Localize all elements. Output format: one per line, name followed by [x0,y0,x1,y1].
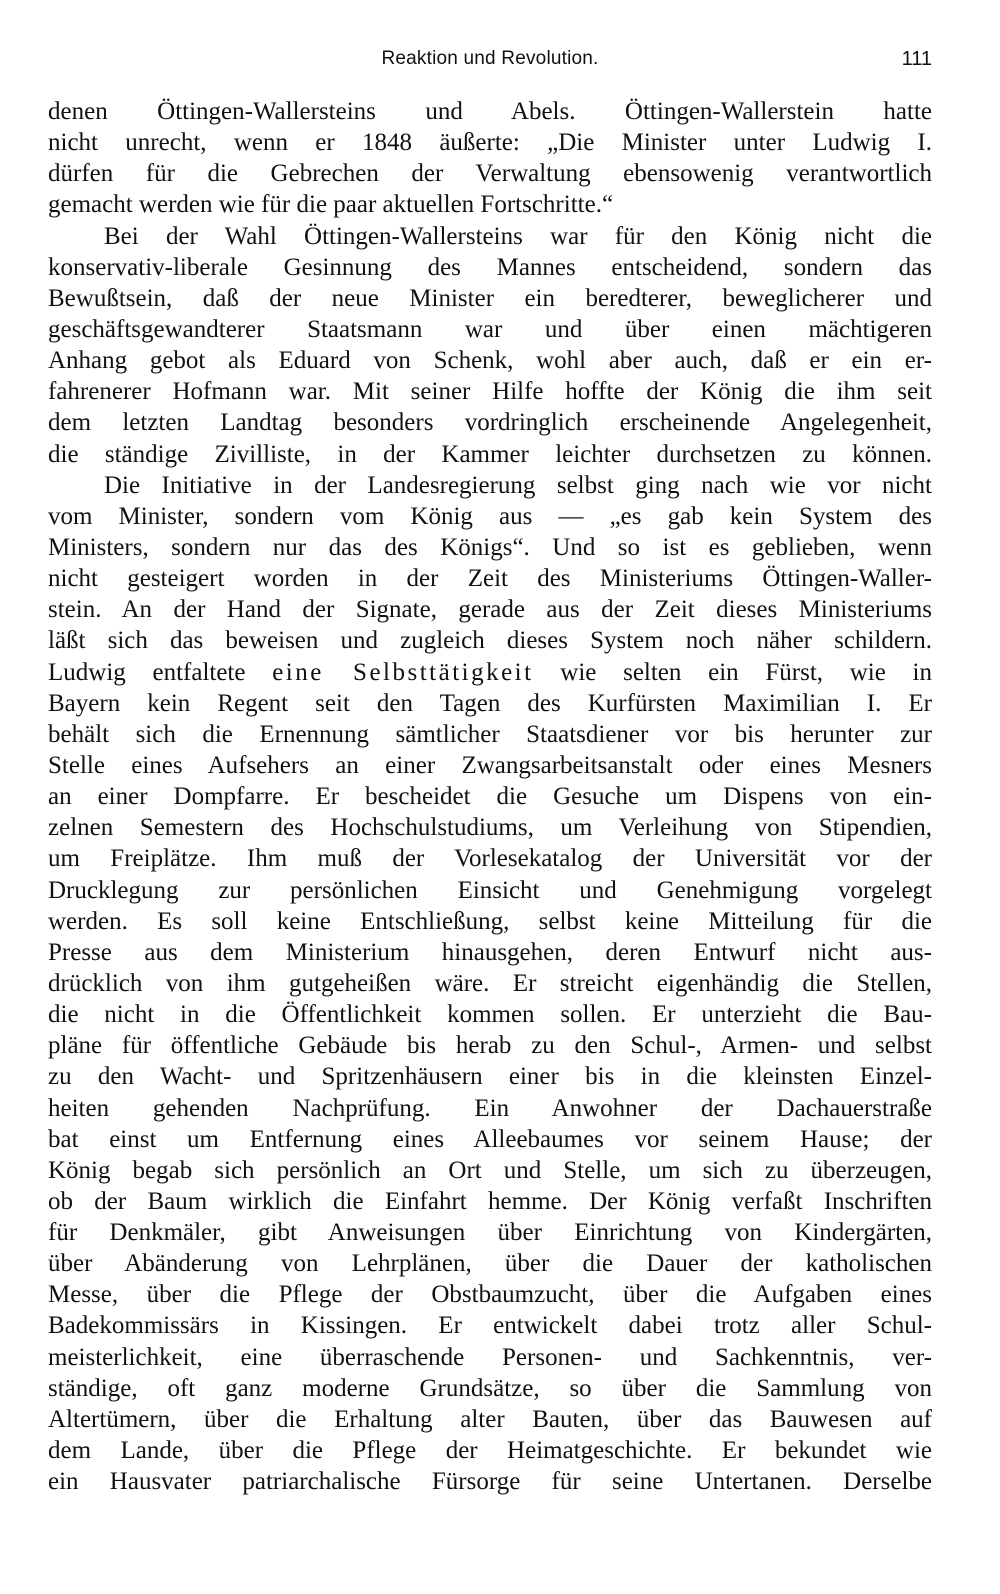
text-line: an einer Dompfarre. Er bescheidet die Gesuche um Dispens von ein- [48,783,932,811]
text-line: geschäftsgewandterer Staatsmann war und über einen mächtigeren [48,315,932,343]
text-line: zelnen Semestern des Hochschulstudiums, um Verleihung von Stipendien, [48,814,932,842]
text-line: Altertümern, über die Erhaltung alter Bauten, über das Bauwesen auf [48,1405,932,1433]
text-line: Bei der Wahl Öttingen-Wallersteins war für den König nicht die [104,222,932,250]
text-line: Presse aus dem Ministerium hinausgehen, deren Entwurf nicht aus- [48,938,932,966]
text-line: ständige, oft ganz moderne Grundsätze, so über die Sammlung von [48,1374,932,1402]
text-line: dem Lande, über die Pflege der Heimatgeschichte. Er bekundet wie [48,1437,932,1465]
text-line: die ständige Zivilliste, in der Kammer leichter durchsetzen zu können. [48,440,932,468]
page-number: 111 [901,48,932,70]
text-line: die nicht in die Öffentlichkeit kommen sollen. Er unterzieht die Bau- [48,1001,932,1029]
text-line: meisterlichkeit, eine überraschende Personen- und Sachkenntnis, ver- [48,1343,932,1371]
text-line: Bewußtsein, daß der neue Minister ein beredterer, beweglicherer und [48,284,932,312]
book-page [48,0,932,1594]
text-line: pläne für öffentliche Gebäude bis herab zu den Schul-, Armen- und selbst [48,1032,932,1060]
text-line: Messe, über die Pflege der Obstbaumzucht, über die Aufgaben eines [48,1281,932,1309]
text-line: dem letzten Landtag besonders vordringlich erscheinende Angelegenheit, [48,409,932,437]
text-line: um Freiplätze. Ihm muß der Vorlesekatalog der Universität vor der [48,845,932,873]
text-line: ob der Baum wirklich die Einfahrt hemme. Der König verfaßt Inschriften [48,1187,932,1215]
text-line: Bayern kein Regent seit den Tagen des Kurfürsten Maximilian I. Er [48,689,932,717]
text-line: heiten gehenden Nachprüfung. Ein Anwohner der Dachauerstraße [48,1094,932,1122]
text-line: nicht gesteigert worden in der Zeit des Ministeriums Öttingen-Waller- [48,565,932,593]
text-line: konservativ-liberale Gesinnung des Mannes entscheidend, sondern das [48,253,932,281]
text-line: Ministers, sondern nur das des Königs“. Und so ist es geblieben, wenn [48,533,932,561]
text-line-emphasis [48,657,932,688]
text-line: fahrenerer Hofmann war. Mit seiner Hilfe hoffte der König die ihm seit [48,378,932,406]
text-line: König begab sich persönlich an Ort und Stelle, um sich zu überzeugen, [48,1156,932,1184]
text-line: werden. Es soll keine Entschließung, selbst keine Mitteilung für die [48,907,932,935]
text-line: läßt sich das beweisen und zugleich dieses System noch näher schildern. [48,627,932,655]
text-line: bat einst um Entfernung eines Alleebaumes vor seinem Hause; der [48,1125,932,1153]
text-line: ein Hausvater patriarchalische Fürsorge für seine Untertanen. Derselbe [48,1468,932,1496]
text-line: Drucklegung zur persönlichen Einsicht und Genehmigung vorgelegt [48,876,932,904]
text-line: Stelle eines Aufsehers an einer Zwangsarbeitsanstalt oder eines Mesners [48,751,932,779]
text-line: drücklich von ihm gutgeheißen wäre. Er streicht eigenhändig die Stellen, [48,969,932,997]
text-line: behält sich die Ernennung sämtlicher Staatsdiener vor bis herunter zur [48,720,932,748]
text-line: für Denkmäler, gibt Anweisungen über Einrichtung von Kindergärten, [48,1219,932,1247]
emphasized-phrase: eine Selbsttätigkeit [272,658,534,686]
text-line: Badekommissärs in Kissingen. Er entwickelt dabei trotz aller Schul- [48,1312,932,1340]
text-line: denen Öttingen-Wallersteins und Abels. Öttingen-Wallerstein hatte [48,98,932,125]
text-line: zu den Wacht- und Spritzenhäusern einer bis in die kleinsten Einzel- [48,1063,932,1091]
body-text [48,96,932,1497]
text-line: Anhang gebot als Eduard von Schenk, wohl aber auch, daß er ein er- [48,347,932,375]
line-segment: wie selten ein Fürst, wie in [533,658,932,686]
text-line: gemacht werden wie für die paar aktuellen Fortschritte.“ [48,191,614,219]
text-line: vom Minister, sondern vom König aus — „es gab kein System des [48,502,932,530]
text-line: über Abänderung von Lehrplänen, über die Dauer der katholischen [48,1250,932,1278]
text-line: dürfen für die Gebrechen der Verwaltung ebensowenig verantwortlich [48,160,932,188]
line-segment: Ludwig entfaltete [48,658,273,686]
text-line: Die Initiative in der Landesregierung selbst ging nach wie vor nicht [104,471,932,499]
page-header [48,48,932,78]
text-line: nicht unrecht, wenn er 1848 äußerte: „Die Minister unter Ludwig I. [48,129,932,157]
text-line: stein. An der Hand der Signate, gerade aus der Zeit dieses Ministeriums [48,596,932,624]
running-title: Reaktion und Revolution. [381,48,599,69]
